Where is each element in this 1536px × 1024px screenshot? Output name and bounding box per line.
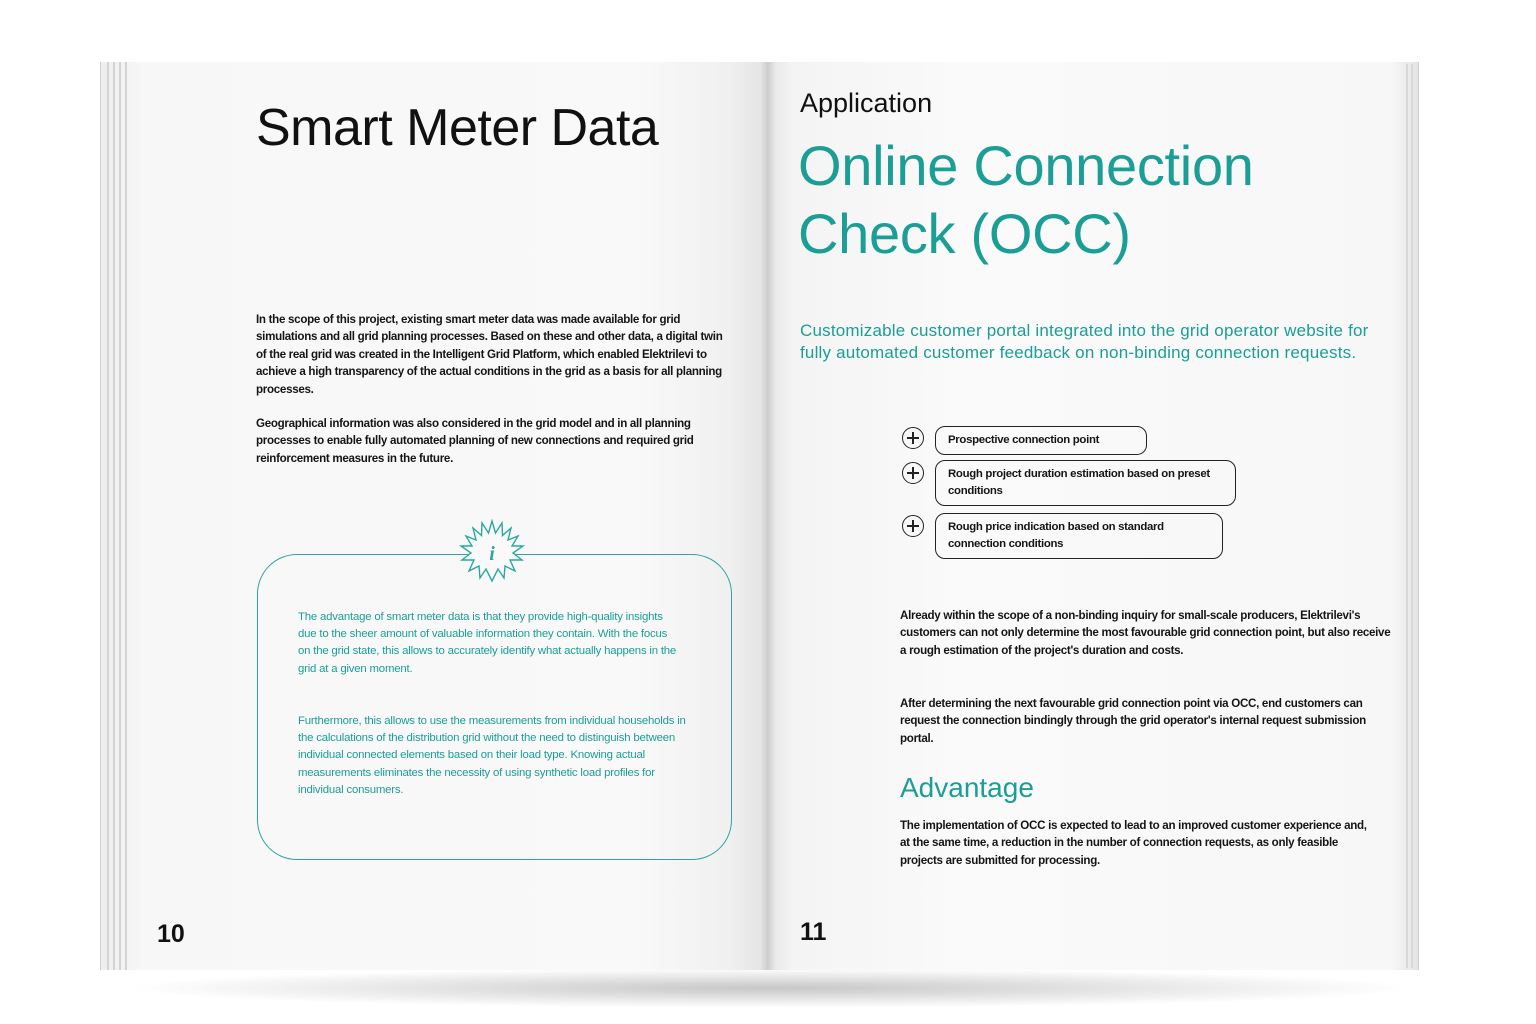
section-label: Application [800, 88, 933, 118]
brochure-shadow [120, 968, 1420, 1008]
page-edge [119, 62, 121, 970]
page-number-right: 11 [800, 918, 827, 946]
page-edge [1406, 64, 1408, 968]
lead-paragraph: Customizable customer portal integrated into the grid operator website for fully automated customer feedback on non-binding connection requests. [800, 321, 1369, 362]
feature-pill: Prospective connection point [935, 426, 1147, 455]
plus-circle-icon [902, 462, 924, 484]
feature-pill: Rough price indication based on standard connection conditions [935, 513, 1223, 559]
info-box [257, 554, 732, 860]
page-edge [1411, 64, 1413, 968]
body-paragraph: Already within the scope of a non-binding inquiry for small-scale producers, Elektrilevi's customers can not only determine the most favourable grid connection point, but also receive a rough estimation of the project's duration and costs. [900, 609, 1391, 657]
info-burst-icon [458, 518, 526, 586]
info-glyph: i [489, 543, 495, 565]
page-number-left: 10 [157, 920, 185, 948]
body-paragraph: In the scope of this project, existing smart meter data was made available for grid simulations and all grid planning processes. Based on these and other data, a digital twin of the real grid was created in the Intelligent Grid Platform, which enabled Elektrilevi to achieve a high transparency of the actual conditions in the grid as a basis for all planning processes. [256, 313, 723, 396]
book-gutter [760, 62, 776, 970]
body-paragraph: Geographical information was also considered in the grid model and in all planning processes to enable fully automated planning of new connections and required grid reinforcement measures in the future. [256, 417, 694, 465]
page-title: Smart Meter Data [256, 99, 659, 157]
advantage-heading: Advantage [900, 772, 1034, 803]
info-paragraph: The advantage of smart meter data is that they provide high-quality insights due to the sheer amount of valuable information they contain. With the focus on the grid state, this allows to accurately identify what actually happens in the grid at a given moment. [298, 611, 677, 675]
plus-circle-icon [902, 515, 924, 537]
advantage-paragraph: The implementation of OCC is expected to lead to an improved customer experience and, at the same time, a reduction in the number of connection requests, as only feasible projects are submitted for processing. [900, 819, 1367, 867]
page-edge [107, 62, 109, 970]
page-edge [125, 62, 127, 970]
plus-circle-icon [902, 427, 924, 449]
body-paragraph: After determining the next favourable grid connection point via OCC, end customers can request the connection bindingly through the grid operator's internal request submission portal. [900, 697, 1366, 745]
page-title-right: Online Connection Check (OCC) [798, 134, 1254, 265]
page-edge [113, 62, 115, 970]
feature-pill: Rough project duration estimation based on preset conditions [935, 460, 1236, 506]
info-paragraph: Furthermore, this allows to use the measurements from individual households in the calculations of the distribution grid without the need to distinguish between individual connected elements based on their load type. Knowing actual measurements eliminates the necessity of using synthetic load profiles for individual consumers. [298, 715, 686, 796]
